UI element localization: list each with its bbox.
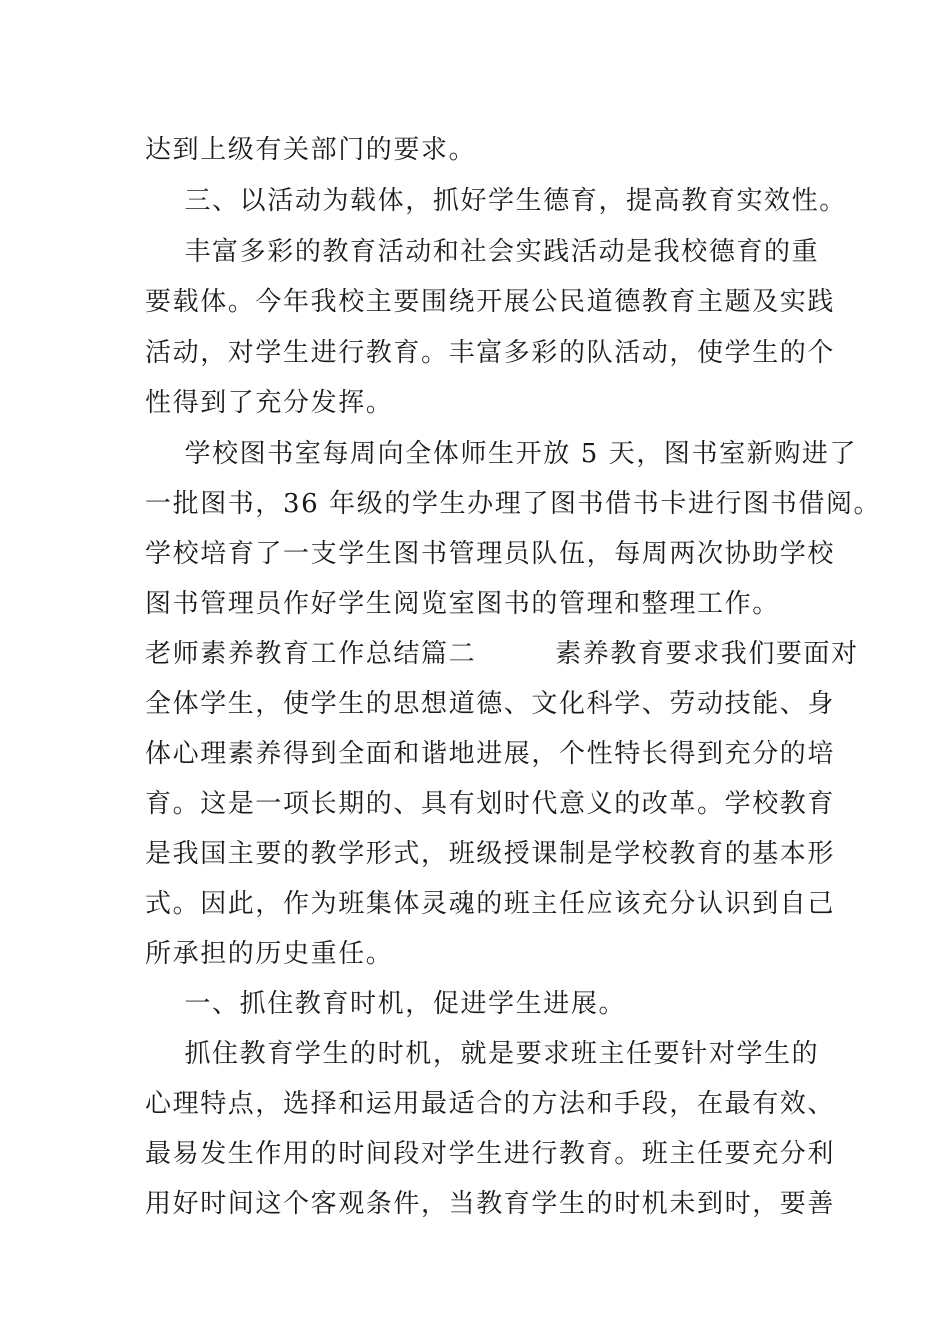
text-line: 一批图书，36 年级的学生办理了图书借书卡进行图书借阅。 — [145, 489, 882, 519]
text-line: 全体学生，使学生的思想道德、文化科学、劳动技能、身 — [145, 689, 836, 719]
text-line: 是我国主要的教学形式，班级授课制是学校教育的基本形 — [145, 839, 836, 869]
text-line: 要载体。今年我校主要围绕开展公民道德教育主题及实践 — [145, 287, 836, 317]
text-line: 活动，对学生进行教育。丰富多彩的队活动，使学生的个 — [145, 338, 836, 368]
text-line: 达到上级有关部门的要求。 — [145, 135, 477, 165]
text-line: 体心理素养得到全面和谐地进展，个性特长得到充分的培 — [145, 739, 836, 769]
text-line: 最易发生作用的时间段对学生进行教育。班主任要充分利 — [145, 1139, 836, 1169]
text-line: 育。这是一项长期的、具有划时代意义的改革。学校教育 — [145, 789, 836, 819]
text-line: 学校培育了一支学生图书管理员队伍，每周两次协助学校 — [145, 539, 836, 569]
text-line: 心理特点，选择和运用最适合的方法和手段，在最有效、 — [145, 1089, 836, 1119]
section-heading: 一、抓住教育时机，促进学生进展。 — [145, 989, 627, 1019]
text-line: 所承担的历史重任。 — [145, 939, 394, 969]
text-line: 学校图书室每周向全体师生开放 5 天，图书室新购进了 — [145, 439, 858, 469]
text-line: 用好时间这个客观条件，当教育学生的时机未到时，要善 — [145, 1189, 836, 1219]
article-title-line: 老师素养教育工作总结篇二 素养教育要求我们要面对 — [145, 639, 859, 669]
section-heading: 三、以活动为载体，抓好学生德育，提高教育实效性。 — [145, 186, 847, 216]
text-line: 性得到了充分发挥。 — [145, 388, 394, 418]
text-line: 丰富多彩的教育活动和社会实践活动是我校德育的重 — [145, 237, 820, 267]
text-line: 抓住教育学生的时机，就是要求班主任要针对学生的 — [145, 1039, 820, 1069]
text-line: 式。因此，作为班集体灵魂的班主任应该充分认识到自己 — [145, 889, 836, 919]
text-line: 图书管理员作好学生阅览室图书的管理和整理工作。 — [145, 589, 780, 619]
